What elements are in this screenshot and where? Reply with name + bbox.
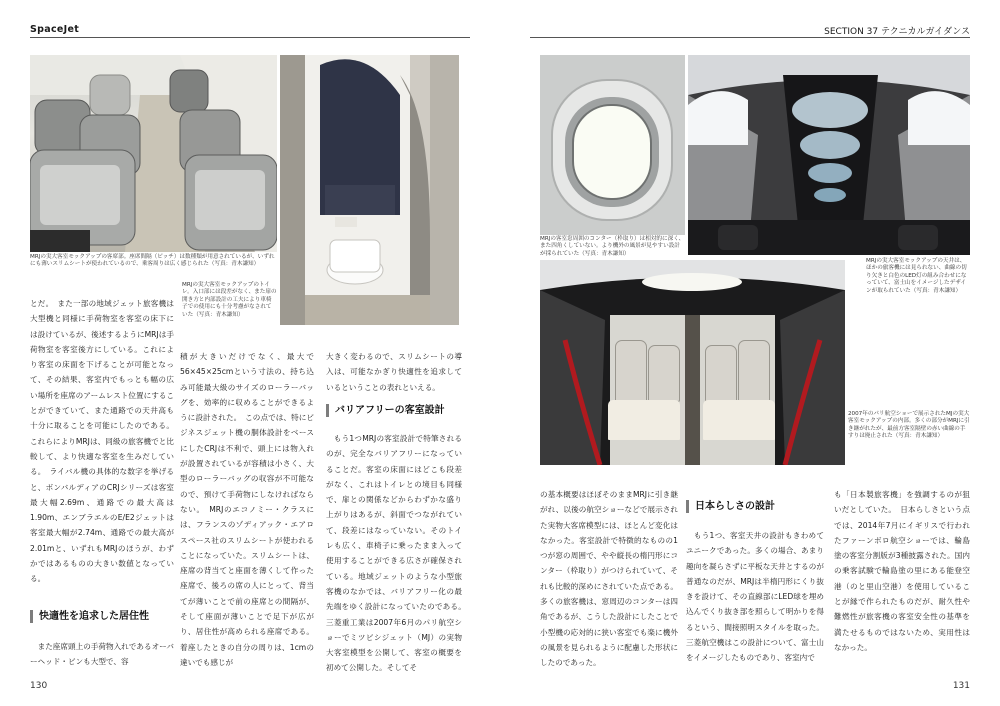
- window-caption: MRJの客室窓周囲のコンター（枠取り）は相対的に深く、また四角くしていない。より機外の風景が見やすい設計が採られていた（写真：青木謙知）: [540, 236, 685, 257]
- body-column-4-continued: [686, 528, 824, 671]
- lavatory-illustration: [280, 55, 459, 325]
- paris-mockup-photo: [540, 260, 845, 465]
- seat-left-1: [615, 340, 647, 402]
- paris-mockup-illustration: [540, 260, 845, 465]
- cabin-mockup-caption: MRJの実大客室モックアップの客席部。座席間隔（ピッチ）は数種類が用意されているが、いずれにも薄いスリムシートが使われているので、乗客周りは広く感じられた（写真：青木謙知）: [30, 254, 275, 268]
- seat-right-1: [705, 345, 737, 402]
- header-rule-right: [530, 37, 970, 38]
- body-column-4-continued-text: もう1つ、客室天井の設計もきわめてユニークであった。多くの場合、あまり趣向を凝らさずに平板な天井とするのが普通なのだが、MRJは半楕円形にくり抜きを設けて、その直線部にLED球を埋め込んでくり抜き部を照らして明かりを得るという、間接照明スタイルを取った。三菱航空機はこの設計について、富士山をイメージしたものであり、客室内で: [686, 531, 824, 663]
- heading-barrier-free: バリアフリーの客室設計: [326, 404, 445, 417]
- lavatory-caption: MRJの実大客室モックアップのトイレ。入口部には段差がなく、また扉の開き方と内部設計の工夫により車椅子での使用にも十分考慮がなされていた（写真：青木謙知）: [182, 282, 277, 318]
- window-illustration: [540, 55, 685, 235]
- running-header-section: SECTION 37 テクニカルガイダンス: [824, 27, 970, 37]
- seat-right-2: [738, 340, 770, 402]
- body-column-1-text: とだ。 また一部の地域ジェット旅客機は大型機と同様に手荷物室を客室の床下には設けているが、後述するようにMRJは手荷物室を客室後方にしている。これにより客室の床面を下げることが可能となって、その結果、客室内でもっとも幅の広い場所を座席のアームレスト位置にすることができていて、また通路での天井高も十分に取ることを可能にしたのである。これらによりMRJは、同級の旅客機でと比較して、より快適な客室を生みだしている。 ライバル機の具体的な数字を挙げると、ボンバルディアのCRJシリーズは客室最大幅2.69m、通路での最大高は1.90m、エンブラエルのE/E2ジェットは客室最大幅が2.74m、通路での最大高が2.01mと、いずれもMRJのほうが、わずかではあるものの大きい数値となっている。: [30, 299, 174, 584]
- heading-japanese-style: 日本らしさの設計: [686, 500, 775, 513]
- seat-cushion-right: [703, 400, 775, 440]
- body-column-5: [834, 487, 970, 671]
- body-column-4: [540, 487, 678, 667]
- body-column-3-top-text: 大きく変わるので、スリムシートの導入は、可能なかぎり快適性を追求しているということの表れといえる。: [326, 352, 462, 392]
- body-column-2-text: 積が大きいだけでなく、最大で56×45×25cmという寸法の、持ち込み可能最大級のサイズのローラーバッグを、効率的に収めることができるように設計された。 この点では、特にビジネスジェット機の胴体設計をベースにしたCRJは不利で、頭上には物入れが設置されているが容積は小さく、大型のローラーバッグの収容が不可能なので、預けて手荷物にしなければならない。 MRJのエコノミー・クラスには、フランスのゾディアック・エアロスペース社のスリムシートが使われることになっていた。スリムシートは、座席の背当てと座面を薄くして作った座席で、後ろの席の人にとって、背当てが薄いことで前の座席との間隔が、そして座面が薄いことで足下が広がり、居住性が高められる座席である。着座したときの自分の周りは、1cmの違いでも感じが: [180, 352, 314, 667]
- body-column-2: [180, 349, 314, 671]
- lavatory-photo: [280, 55, 459, 325]
- ceiling-caption: MRJの実大客室モックアップの天井は、ほかの旅客機には見られない、曲線の切り欠きと白色のLED灯の組み合わせになっていて、富士山をイメージしたデザインが取られていた（写真：青木謙知）: [866, 258, 967, 294]
- window-photo: [540, 55, 685, 235]
- body-column-1-continued: [30, 639, 174, 671]
- ceiling-illustration: [688, 55, 970, 255]
- body-column-3-top: [326, 349, 462, 395]
- paris-mockup-caption: 2007年のパリ航空ショーで展示されたMJの実大客室モックアップの内部。多くの部分がMRJに引き継がれたが、最前方客室隔壁の赤い曲線の手すりは廃止された（写真：青木謙知）: [848, 411, 970, 440]
- cabin-mockup-illustration: [30, 55, 277, 252]
- ceiling-photo: [688, 55, 970, 255]
- body-column-1: [30, 296, 174, 596]
- body-column-4-text: の基本概要はほぼそのままMRJに引き継がれ、以後の航空ショーなどで展示された実物大客席模型には、ほとんど変化はなかった。客室設計で特徴的なものの1つが窓の周囲で、やや縦長の楕円形にコンター（枠取り）がつけられていて、それも比較的深めにされていた点である。多くの旅客機は、窓周辺のコンターは四角であるが、こうした設計にしたことで小型機の応対的に狭い客室でも楽に機外の風景を見られるように配慮した形状にしたのであった。: [540, 490, 678, 668]
- seat-left-2: [648, 345, 680, 402]
- heading-comfort: 快適性を追求した居住性: [30, 610, 149, 623]
- running-header-brand: SpaceJet: [30, 24, 80, 35]
- page-number-right: 131: [952, 681, 970, 691]
- header-rule-left: [30, 37, 470, 38]
- body-column-5-text: も「日本製旅客機」を強調するのが狙いだとしていた。 日本らしさという点では、2014年7月にイギリスで行われたファーンボロ航空ショーでは、輪島塗の客室分割版が3種披露された。国内の乗客試験で輪島塗の里にある能登空港（のと里山空港）を使用していることが縁で作られたものだが、耐久性や難燃性が旅客機の客室安全性の基準を満たせるものではないため、実用性はなかった。: [834, 490, 970, 652]
- cabin-mockup-photo: [30, 55, 277, 252]
- body-column-3: [326, 431, 470, 673]
- page-number-left: 130: [30, 681, 48, 691]
- seat-cushion-left: [608, 400, 680, 440]
- body-column-1-continued-text: また座席頭上の手荷物入れであるオーバーヘッド・ビンも大型で、容: [30, 642, 174, 667]
- body-column-3-text: もう1つMRJの客室設計で特筆されるのが、完全なバリアフリーになっていることだ。客室の床面にはどこも段差がなく、これはトイレとの境目も同様で、扉との関係などからわずかな盛り上がりはあるが、斜面でつながれていて、段差にはなっていない。そのトイレも広く、車椅子に乗ったまま入って使用することができる広さが確保されている。地域ジェットのような小型旅客機のなかでは、バリアフリー化の最先端をゆく設計になっていたのである。 三菱重工業は2007年6月のパリ航空ショーでミツビシジェット（MJ）の実物大客室模型を公開して、客室の概要を初めて公開した。そしてそ: [326, 434, 470, 673]
